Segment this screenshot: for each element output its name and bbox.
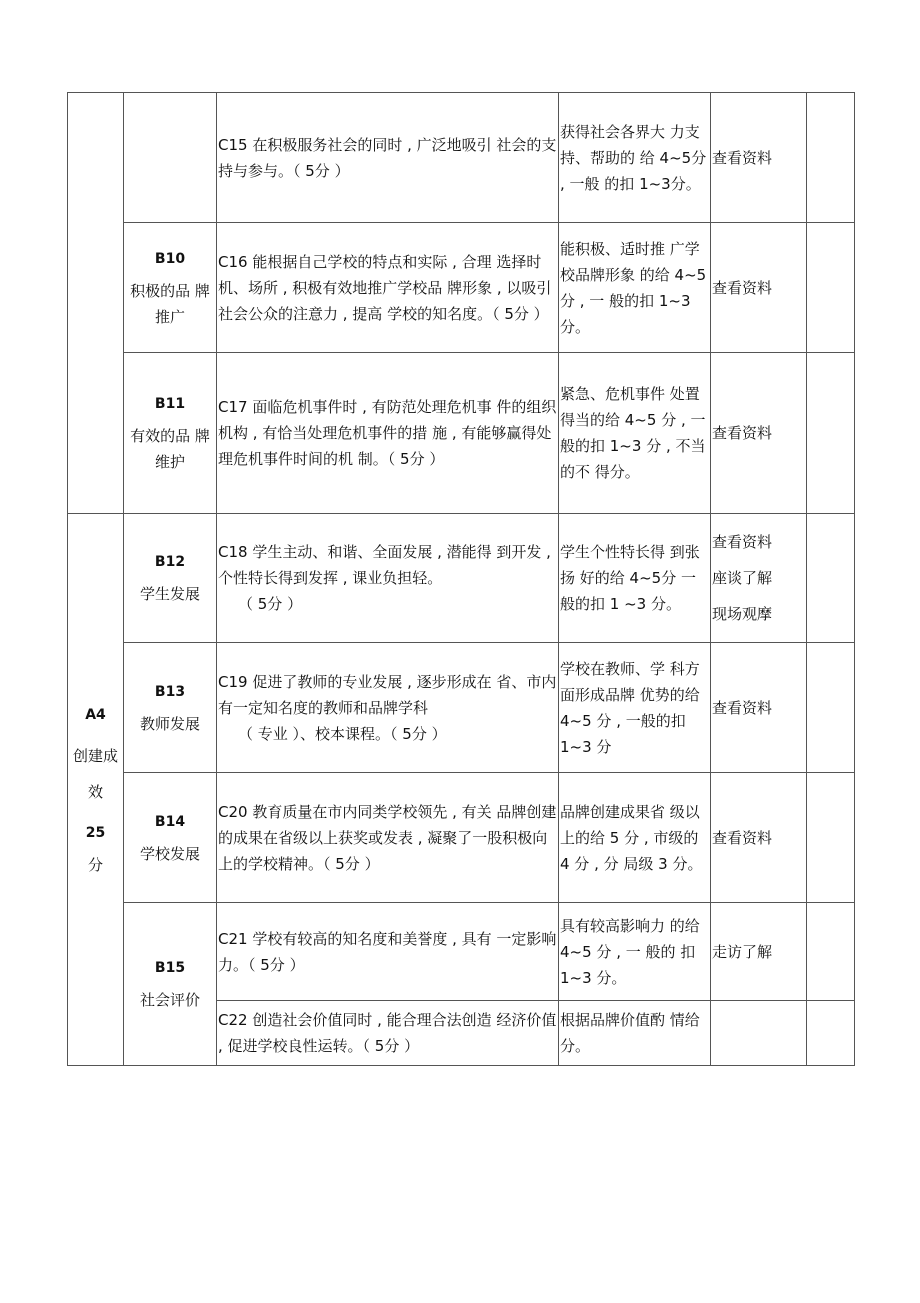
method-text: 查看资料	[712, 278, 773, 297]
table-row	[68, 514, 855, 643]
criterion-cell	[217, 93, 559, 223]
table-row	[68, 93, 855, 223]
criterion-cell	[217, 223, 559, 353]
criterion-cell	[217, 353, 559, 514]
table-row	[68, 223, 855, 353]
subcategory-name: 学校发展	[139, 844, 200, 863]
criterion-cell	[217, 514, 559, 643]
standard-cell	[559, 903, 711, 1001]
method-cell	[711, 93, 807, 223]
subcategory-code: B11	[154, 396, 186, 412]
method-text: 座谈了解	[712, 569, 773, 587]
score-cell[interactable]	[807, 903, 855, 1001]
subcategory-code: B13	[154, 683, 186, 700]
criterion-cell	[217, 773, 559, 903]
category-cell	[68, 514, 124, 1066]
evaluation-table	[67, 92, 855, 1066]
standard-cell	[559, 773, 711, 903]
table-row	[68, 773, 855, 903]
method-text: 查看资料	[712, 828, 773, 847]
score-cell[interactable]	[807, 1001, 855, 1066]
table-row	[68, 353, 855, 514]
method-text: 查看资料	[712, 698, 773, 717]
score-cell[interactable]	[807, 223, 855, 353]
table-row	[68, 903, 855, 1001]
method-cell	[711, 514, 807, 643]
standard-cell	[559, 353, 711, 514]
subcategory-name: 积极的品 牌推广	[130, 281, 210, 326]
subcategory-name: 有效的品 牌维护	[130, 427, 210, 471]
score-cell[interactable]	[807, 353, 855, 514]
score-cell[interactable]	[807, 514, 855, 643]
category-score: 25	[85, 824, 106, 841]
subcategory-cell-blank	[124, 93, 217, 223]
subcategory-code: B15	[154, 960, 186, 976]
category-score-unit: 分	[87, 855, 103, 874]
standard-cell	[559, 1001, 711, 1066]
score-cell[interactable]	[807, 93, 855, 223]
category-code: A4	[85, 706, 106, 723]
standard-cell	[559, 93, 711, 223]
criterion-text: C17 面临危机事件时 , 有防范处理危机事 件的组织机构 , 有恰当处理危机事件的措 施 , 有能够赢得处理危机事件时间的机 制。（ 5分 ）	[218, 398, 557, 468]
standard-text: 紧急、危机事件 处置得当的给 4~5 分 , 一般的扣 1~3 分 , 不当的不 得分。	[560, 385, 706, 481]
method-text: 走访了解	[712, 942, 773, 961]
subcategory-cell	[124, 353, 217, 514]
subcategory-cell	[124, 223, 217, 353]
method-cell-blank	[711, 1001, 807, 1066]
standard-text: 能积极、适时推 广学校品牌形象 的给 4~5分 , 一 般的扣 1~3分。	[560, 239, 707, 336]
method-text: 现场观摩	[712, 605, 773, 623]
score-cell[interactable]	[807, 643, 855, 773]
subcategory-name: 社会评价	[139, 991, 200, 1009]
standard-text: 根据品牌价值酌 情给分。	[560, 1011, 700, 1055]
score-cell[interactable]	[807, 773, 855, 903]
subcategory-cell	[124, 514, 217, 643]
criterion-text: C20 教育质量在市内同类学校领先 , 有关 品牌创建的成果在省级以上获奖或发表 , 凝聚了一股积极向上的学校精神。（ 5分 ）	[218, 802, 557, 873]
method-text: 查看资料	[712, 533, 773, 551]
subcategory-name: 学生发展	[139, 585, 200, 603]
criterion-text: C21 学校有较高的知名度和美誉度 , 具有 一定影响力。（ 5分 ）	[218, 929, 557, 974]
criterion-score-note: （ 专业 ）、校本课程。（ 5分 ）	[238, 724, 447, 743]
category-name: 创建成效	[72, 746, 118, 801]
standard-text: 品牌创建成果省 级以上的给 5 分 , 市级的 4 分 , 分 局级 3 分。	[560, 802, 703, 873]
criterion-cell	[217, 643, 559, 773]
standard-cell	[559, 514, 711, 643]
standard-text: 学校在教师、学 科方面形成品牌 优势的给 4~5 分 , 一般的扣 1~3 分	[560, 659, 700, 756]
method-cell	[711, 643, 807, 773]
method-cell	[711, 223, 807, 353]
subcategory-cell	[124, 643, 217, 773]
criterion-text: C18 学生主动、和谐、全面发展 , 潜能得 到开发 , 个性特长得到发挥 , 课业负担轻。	[218, 543, 551, 587]
criterion-text: C19 促进了教师的专业发展 , 逐步形成在 省、市内有一定知名度的教师和品牌学科	[218, 672, 557, 717]
standard-cell	[559, 643, 711, 773]
method-cell	[711, 353, 807, 514]
standard-text: 具有较高影响力 的给 4~5 分 , 一 般的 扣 1~3 分。	[560, 916, 700, 987]
criterion-cell	[217, 1001, 559, 1066]
method-cell	[711, 903, 807, 1001]
method-text: 查看资料	[712, 148, 773, 167]
category-cell-blank	[68, 93, 124, 514]
standard-cell	[559, 223, 711, 353]
standard-text: 获得社会各界大 力支持、帮助的 给 4~5分 , 一般 的扣 1~3分。	[560, 122, 707, 193]
subcategory-name: 教师发展	[139, 714, 200, 733]
subcategory-code: B12	[154, 554, 186, 570]
criterion-score-note: （ 5分 ）	[238, 595, 303, 613]
subcategory-cell	[124, 903, 217, 1066]
subcategory-code: B14	[154, 813, 186, 830]
standard-text: 学生个性特长得 到张扬 好的给 4~5分 一般的扣 1 ~3 分。	[560, 543, 700, 613]
criterion-text: C16 能根据自己学校的特点和实际 , 合理 选择时机、场所 , 积极有效地推广学校品 牌形象 , 以吸引社会公众的注意力 , 提高 学校的知名度。（ 5分 ）	[218, 252, 552, 323]
subcategory-cell	[124, 773, 217, 903]
method-cell	[711, 773, 807, 903]
criterion-cell	[217, 903, 559, 1001]
criterion-text: C15 在积极服务社会的同时 , 广泛地吸引 社会的支持与参与。（ 5分 ）	[218, 135, 557, 180]
criterion-text: C22 创造社会价值同时 , 能合理合法创造 经济价值 , 促进学校良性运转。（ 5分 ）	[218, 1011, 557, 1055]
table-row	[68, 643, 855, 773]
subcategory-code: B10	[154, 250, 186, 267]
method-text: 查看资料	[712, 424, 773, 442]
